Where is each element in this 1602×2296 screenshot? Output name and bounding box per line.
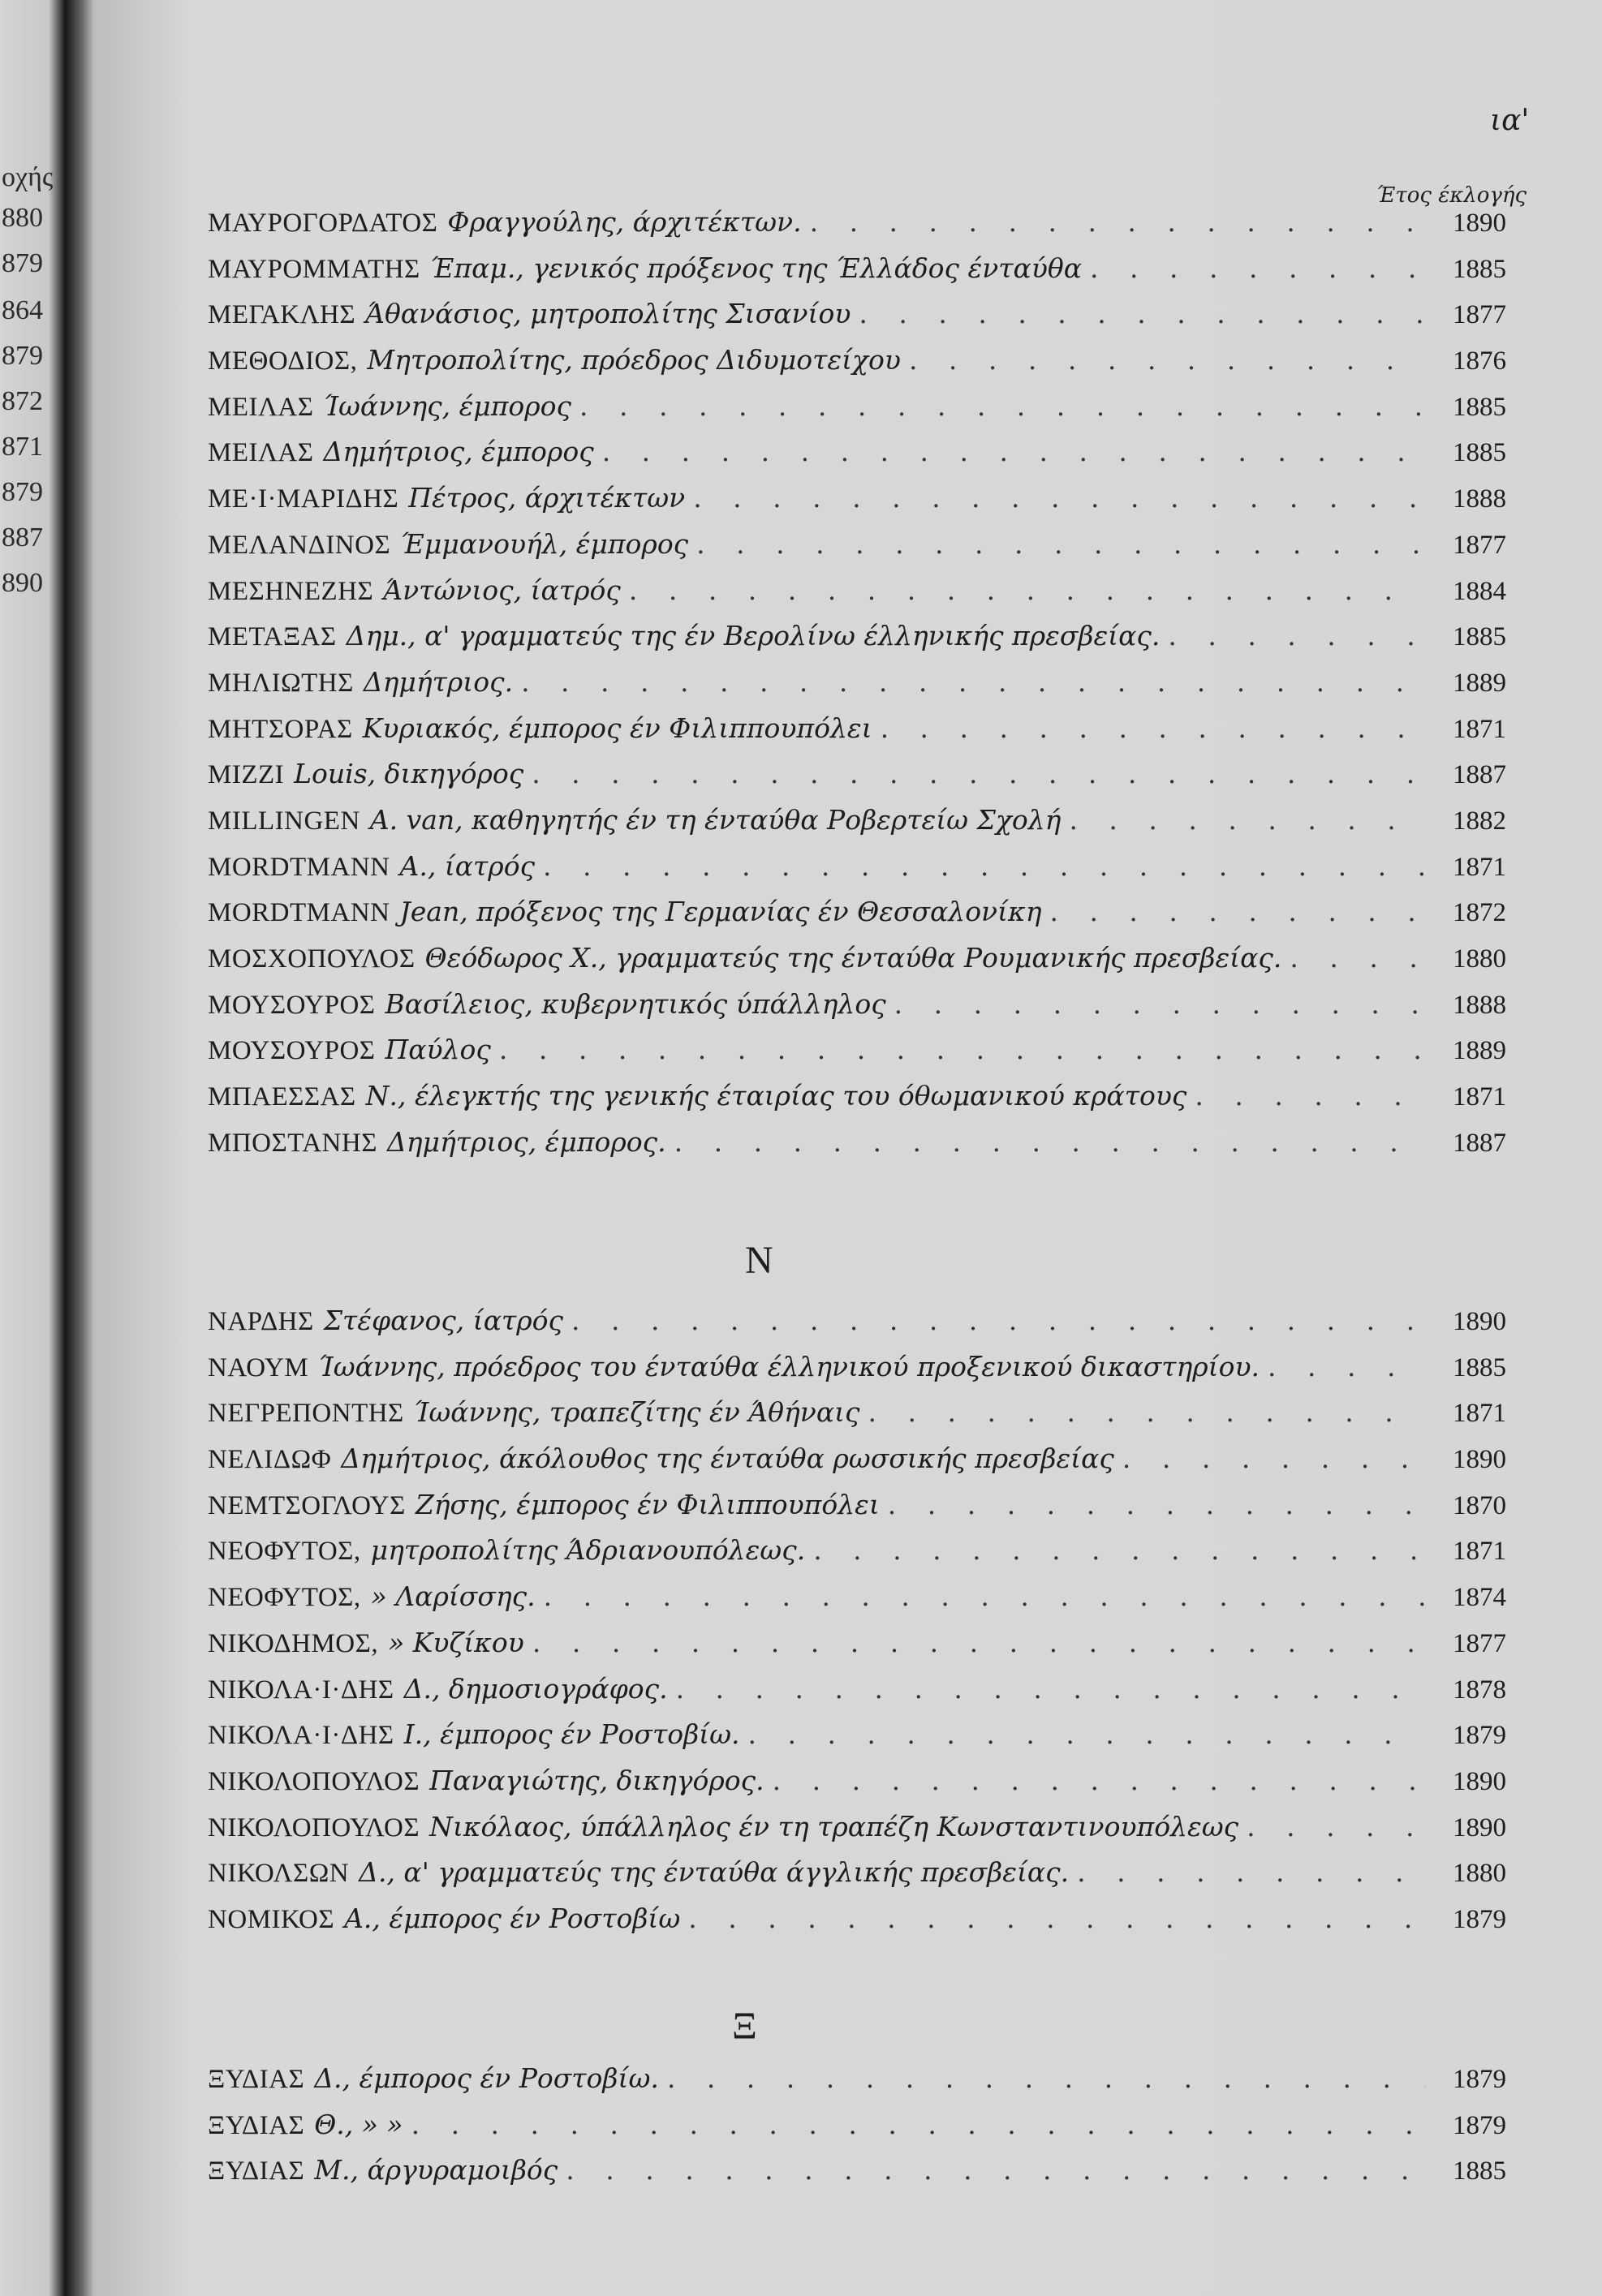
list-item [208,1627,1506,1673]
entry-name: ΜΗΛΙΩΤΗΣ [208,668,354,698]
leader-dots [579,390,1425,422]
leader-dots [1195,1080,1425,1111]
entry-description: Άθανάσιος, μητροπολίτης Σισανίου [365,298,851,330]
entry-description: Νικόλαος, ύπάλληλος έν τη τραπέζη Κωνσταντινουπόλεως [429,1810,1239,1842]
entry-year: 1879 [1453,2065,1506,2094]
entry-description: » Κυζίκου [388,1626,524,1658]
entry-name: ΜΕ·Ι·ΜΑΡΙΔΗΣ [208,484,399,514]
leader-dots [1122,1443,1425,1474]
list-item [208,1126,1506,1172]
list-item [208,850,1506,896]
entry-description: A., ίατρός [399,849,536,882]
entry-description: Πέτρος, άρχιτέκτων [408,482,686,514]
entry-description: Ι., έμπορος έν Ροστοβίω. [403,1718,740,1751]
entry-description: Jean, πρόξενος της Γερμανίας έν Θεσσαλονίκη [399,896,1042,928]
section-n [208,1305,1506,1949]
list-item [208,1351,1506,1397]
section-m [208,206,1506,1172]
entry-year: 1870 [1453,1490,1506,1520]
leader-dots [810,206,1425,238]
entry-name: ΝΕΟΦΥΤΟΣ, [208,1583,361,1613]
entry-year: 1885 [1453,438,1506,468]
entry-year: 1888 [1453,484,1506,514]
entry-year: 1879 [1453,2110,1506,2140]
gutter-fragment: 890 [2,568,43,598]
list-item [208,1489,1506,1535]
entry-year: 1871 [1453,1399,1506,1429]
entry-name: ΜΕΤΑΞΑΣ [208,622,337,652]
entry-name: ΜΑΥΡΟΜΜΑΤΗΣ [208,254,420,284]
list-item [208,1580,1506,1627]
entry-name: ΜΕΙΛΑΣ [208,392,314,422]
list-item [208,1080,1506,1126]
entry-description: » Λαρίσσης. [370,1580,536,1613]
entry-year: 1872 [1453,898,1506,928]
entry-name: ΝΕΛΙΔΩΦ [208,1445,332,1475]
entry-name: ΝΑΟΥΜ [208,1352,309,1382]
entry-year: 1880 [1453,1859,1506,1889]
gutter-fragment: 879 [2,248,43,278]
list-item [208,1718,1506,1765]
leader-dots [868,1396,1425,1428]
gutter-fragment: 887 [2,522,43,553]
entry-name: ΜΠΑΕΣΣΑΣ [208,1082,356,1112]
leader-dots [688,1903,1425,1934]
leader-dots [859,298,1425,329]
entry-description: Παύλος [385,1034,491,1066]
leader-dots [773,1765,1425,1796]
entry-description: Δ., α' γραμματεύς της ένταύθα άγγλικής πρεσβείας. [359,1856,1070,1889]
entry-year: 1890 [1453,209,1506,238]
entry-year: 1871 [1453,1082,1506,1112]
leader-dots [1247,1811,1425,1842]
entry-description: Δ., έμπορος έν Ροστοβίω. [314,2062,659,2094]
entry-name: ΝΙΚΟΛΟΠΟΥΛΟΣ [208,1766,420,1796]
leader-dots [571,1305,1425,1336]
list-item [208,252,1506,299]
entry-name: ΝΙΚΟΛΑ·Ι·ΔΗΣ [208,1721,394,1751]
entry-name: ΜΕΣΗΝΕΖΗΣ [208,576,374,606]
entry-name: ΝΕΟΦΥΤΟΣ, [208,1537,361,1567]
entry-year: 1877 [1453,300,1506,330]
section-letter-xi: Ξ [732,2005,757,2048]
entry-name: ΜΗΤΣΟΡΑΣ [208,714,353,744]
entry-name: ΝΕΜΤΣΟΓΛΟΥΣ [208,1490,406,1520]
list-item [208,482,1506,528]
leader-dots [1090,252,1425,284]
list-item [208,804,1506,850]
gutter-fragment: 880 [2,203,43,233]
entry-name: MIZZI [208,760,285,790]
leader-dots [693,482,1425,514]
entry-description: Α., έμπορος έν Ροστοβίω [344,1902,681,1934]
entry-year: 1871 [1453,1537,1506,1567]
entry-year: 1889 [1453,668,1506,698]
list-item [208,2109,1506,2155]
leader-dots [894,988,1425,1020]
entry-year: 1871 [1453,714,1506,744]
entry-name: ΝΕΓΡΕΠΟΝΤΗΣ [208,1399,404,1429]
list-item [208,620,1506,666]
leader-dots [888,1489,1425,1520]
entry-year: 1890 [1453,1812,1506,1842]
list-item [208,344,1506,390]
entry-name: ΜΕΘΟΔΙΟΣ, [208,346,358,376]
list-item [208,988,1506,1034]
entry-description: Louis, δικηγόρος [294,758,524,790]
leader-dots [602,436,1425,467]
entry-description: Ίωάννης, τραπεζίτης έν Άθήναις [413,1396,860,1429]
list-item [208,1856,1506,1903]
column-header-year: Έτος έκλογής [1376,183,1527,208]
entry-name: ΝΙΚΟΛΣΩΝ [208,1859,350,1889]
list-item [208,1396,1506,1443]
leader-dots [667,2062,1425,2094]
entry-year: 1874 [1453,1583,1506,1613]
list-item [208,1034,1506,1080]
list-item [208,1673,1506,1719]
entry-year: 1885 [1453,392,1506,422]
entry-year: 1882 [1453,806,1506,836]
entry-description: Δημήτριος, άκόλουθος της ένταύθα ρωσσικής πρεσβείας [341,1443,1114,1475]
leader-dots [747,1718,1425,1750]
gutter-fragment: 879 [2,341,43,371]
entry-year: 1890 [1453,1445,1506,1475]
entry-description: Άντώνιος, ίατρός [383,574,621,606]
entry-name: MORDTMANN [208,898,390,928]
list-item [208,2062,1506,2109]
list-item [208,1534,1506,1580]
list-item [208,666,1506,712]
leader-dots [629,574,1425,606]
list-item [208,298,1506,344]
entry-year: 1876 [1453,346,1506,376]
entry-name: ΞΥΔΙΑΣ [208,2156,305,2186]
entry-description: Ζήσης, έμπορος έν Φιλιππουπόλει [415,1488,880,1520]
list-item [208,758,1506,804]
entry-name: MILLINGEN [208,806,360,836]
list-item [208,1443,1506,1489]
entry-year: 1885 [1453,622,1506,652]
entry-year: 1879 [1453,1721,1506,1751]
list-item [208,1811,1506,1857]
list-item [208,896,1506,942]
list-item [208,390,1506,436]
entry-name: ΜΟΥΣΟΥΡΟΣ [208,990,376,1020]
gutter-fragment: οχής [2,162,54,192]
entry-year: 1885 [1453,2156,1506,2186]
list-item [208,1305,1506,1351]
entry-name: ΝΙΚΟΛΑ·Ι·ΔΗΣ [208,1675,394,1705]
entry-name: ΞΥΔΙΑΣ [208,2065,305,2094]
leader-dots [909,344,1425,376]
entry-year: 1877 [1453,530,1506,560]
entry-description: Δημ., α' γραμματεύς της έν Βερολίνω έλληνικής πρεσβείας. [346,620,1161,652]
entry-description: Έπαμ., γενικός πρόξενος της Έλλάδος ένταύθα [429,252,1083,284]
entry-description: Θ., » » [314,2108,403,2140]
entry-name: MORDTMANN [208,852,390,882]
entry-year: 1887 [1453,1128,1506,1158]
entry-name: ΜΠΟΣΤΑΝΗΣ [208,1128,377,1158]
list-item [208,528,1506,574]
gutter-fragment: 872 [2,386,43,416]
list-item [208,1765,1506,1811]
entry-year: 1879 [1453,1904,1506,1934]
leader-dots [543,850,1425,882]
entry-name: ΝΑΡΔΗΣ [208,1307,314,1336]
entry-description: μητροπολίτης Άδριανουπόλεως. [370,1534,806,1567]
entry-name: ΝΟΜΙΚΟΣ [208,1904,335,1934]
list-item [208,942,1506,988]
list-item [208,712,1506,759]
document-page [94,0,1602,2296]
entry-year: 1880 [1453,944,1506,974]
leader-dots [1069,804,1425,836]
leader-dots [499,1034,1425,1065]
entry-name: ΜΕΛΑΝΔΙΝΟΣ [208,530,391,560]
entry-description: Βασίλειος, κυβερνητικός ύπάλληλος [385,987,886,1020]
entry-name: ΜΟΣΧΟΠΟΥΛΟΣ [208,944,416,974]
entry-year: 1885 [1453,254,1506,284]
leader-dots [1077,1856,1425,1888]
list-item [208,206,1506,252]
leader-dots [566,2154,1425,2186]
entry-description: Μητροπολίτης, πρόεδρος Διδυμοτείχου [367,344,901,376]
entry-description: Έμμανουήλ, έμπορος [400,527,689,560]
gutter-fragment: 864 [2,295,43,325]
leader-dots [1049,896,1425,927]
leader-dots [813,1534,1425,1566]
entry-name: ΜΕΓΑΚΛΗΣ [208,300,356,330]
leader-dots [696,528,1425,560]
previous-page-edge [0,0,65,2296]
entry-name: ΜΑΥΡΟΓΟΡΔΑΤΟΣ [208,209,438,238]
entry-year: 1884 [1453,576,1506,606]
leader-dots [1268,1351,1425,1382]
entry-description: Ίωάννης, έμπορος [323,389,572,422]
entry-name: ΞΥΔΙΑΣ [208,2110,305,2140]
entry-name: ΝΙΚΟΔΗΜΟΣ, [208,1628,379,1658]
page-number: ια' [1490,104,1530,137]
section-letter-n: N [745,1239,773,1282]
entry-description: Δημήτριος. [363,665,514,698]
leader-dots [532,1627,1425,1658]
entry-description: Θεόδωρος Χ., γραμματεύς της ένταύθα Ρουμανικής πρεσβείας. [424,942,1282,974]
leader-dots [521,666,1425,698]
entry-year: 1885 [1453,1352,1506,1382]
entry-name: ΝΙΚΟΛΟΠΟΥΛΟΣ [208,1812,420,1842]
list-item [208,1903,1506,1949]
list-item [208,2154,1506,2200]
entry-description: Φραγγούλης, άρχιτέκτων. [447,206,802,238]
leader-dots [411,2109,1425,2140]
leader-dots [674,1126,1425,1158]
entry-year: 1877 [1453,1628,1506,1658]
leader-dots [676,1673,1425,1705]
book-spine [65,0,94,2296]
entry-description: Ν., έλεγκτής της γενικής έταιρίας του όθωμανικού κράτους [365,1080,1187,1112]
entry-description: Κυριακός, έμπορος έν Φιλιππουπόλει [362,712,872,744]
entry-description: A. van, καθηγητής έν τη ένταύθα Ροβερτείω Σχολή [369,803,1062,836]
entry-description: Παναγιώτης, δικηγόρος. [429,1764,764,1796]
entry-year: 1889 [1453,1036,1506,1066]
leader-dots [1290,942,1425,974]
entry-year: 1890 [1453,1307,1506,1336]
list-item [208,574,1506,621]
leader-dots [532,758,1425,789]
entry-description: Δημήτριος, έμπορος. [386,1125,666,1158]
entry-year: 1871 [1453,852,1506,882]
entry-name: ΜΟΥΣΟΥΡΟΣ [208,1036,376,1066]
entry-description: Δημήτριος, έμπορος [323,436,594,468]
section-xi [208,2062,1506,2200]
entry-year: 1887 [1453,760,1506,790]
leader-dots [881,712,1425,744]
entry-description: Δ., δημοσιογράφος. [403,1672,668,1705]
entry-year: 1888 [1453,990,1506,1020]
entry-name: ΜΕΙΛΑΣ [208,438,314,468]
gutter-fragment: 879 [2,477,43,507]
leader-dots [1168,620,1425,651]
entry-description: Μ., άργυραμοιβός [314,2154,558,2186]
entry-description: Στέφανος, ίατρός [323,1305,564,1336]
entry-year: 1890 [1453,1766,1506,1796]
entry-year: 1878 [1453,1675,1506,1705]
list-item [208,436,1506,482]
gutter-fragment: 871 [2,432,43,462]
entry-description: Ίωάννης, πρόεδρος του ένταύθα έλληνικού προξενικού δικαστηρίου. [318,1350,1260,1382]
leader-dots [544,1580,1425,1612]
